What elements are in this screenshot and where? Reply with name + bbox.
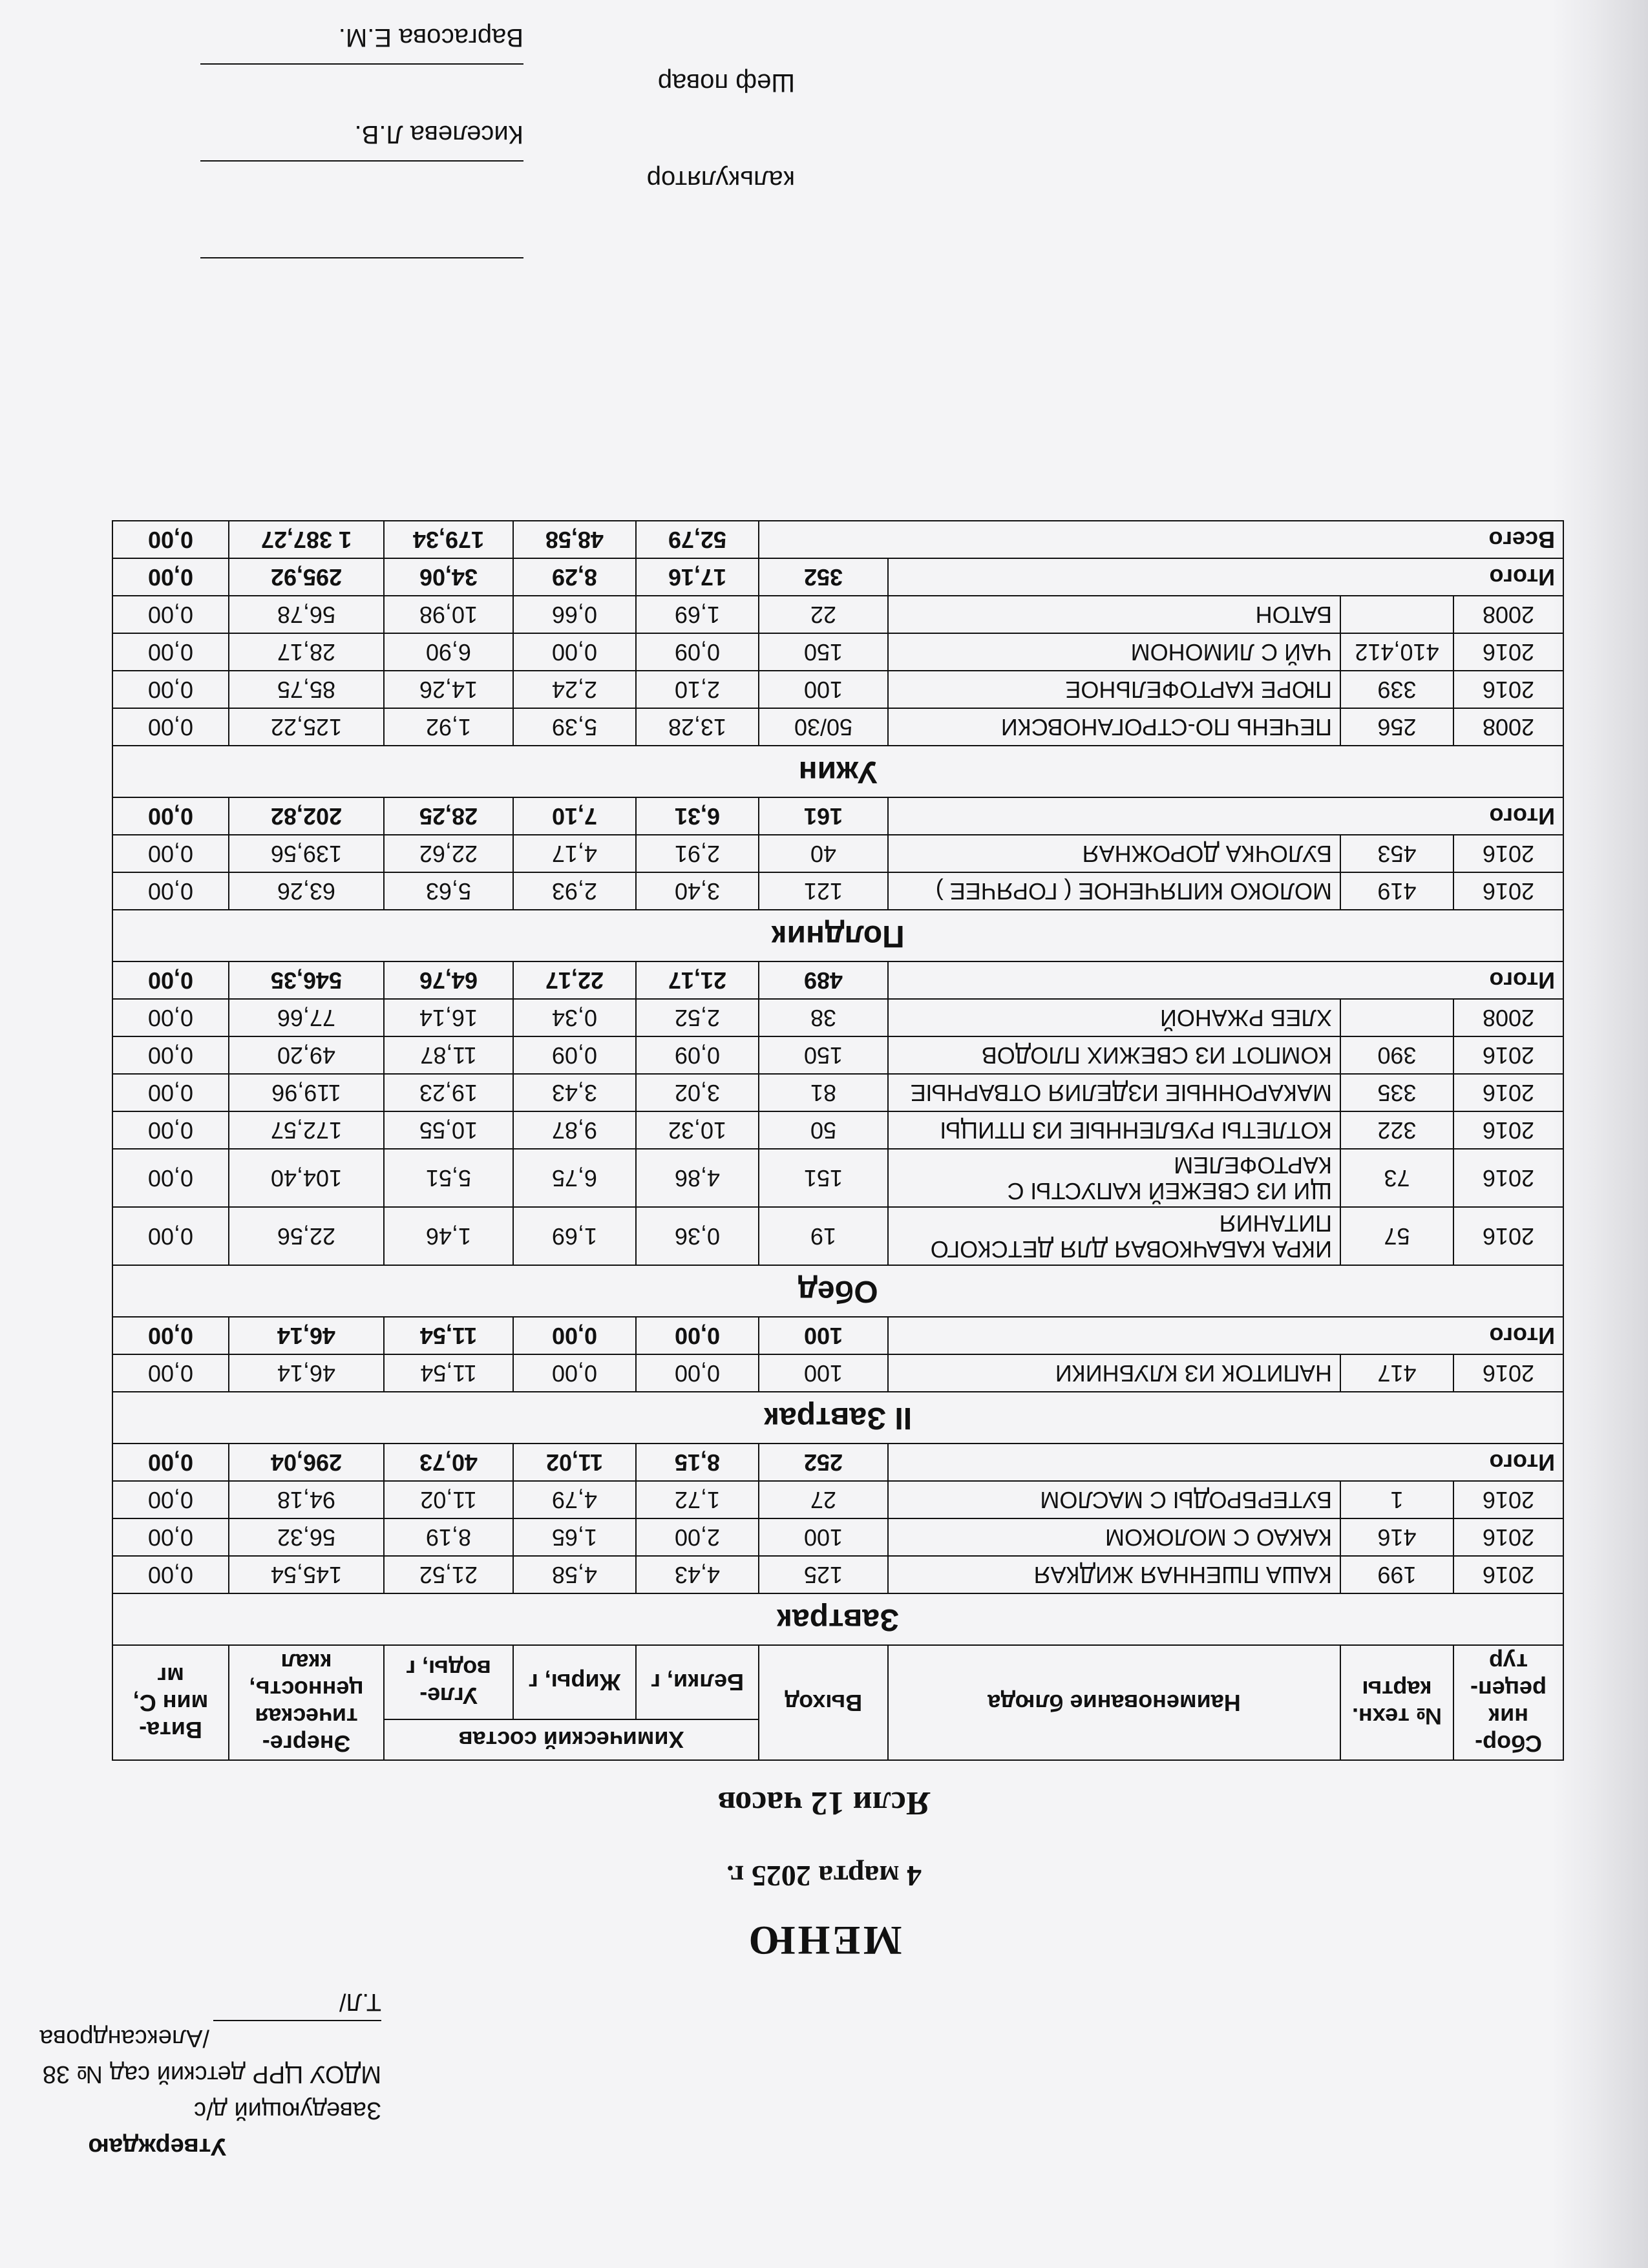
cell-protein: 6,31 [636, 797, 759, 835]
cell-vitamin: 0,00 [112, 999, 229, 1036]
cell-collection: 2016 [1453, 1518, 1563, 1556]
signature-blank [200, 257, 523, 291]
cell-vitamin: 0,00 [112, 596, 229, 633]
table-row [112, 1149, 1563, 1207]
cell-collection: 2008 [1453, 708, 1563, 746]
table-row [112, 999, 1563, 1036]
cell-protein: 3,40 [636, 872, 759, 910]
cell-dish-name: КОМПОТ ИЗ СВЕЖИХ ПЛОДОВ [888, 1036, 1340, 1074]
signature-calculator [149, 120, 795, 194]
cell-dish-name: МАКАРОННЫЕ ИЗДЕЛИЯ ОТВАРНЫЕ [888, 1074, 1340, 1111]
cell-card: 453 [1340, 835, 1453, 872]
cell-energy: 125,22 [229, 708, 384, 746]
cell-carbs: 10,98 [384, 596, 513, 633]
cell-collection: 2016 [1453, 1207, 1563, 1265]
cell-total-label: Итого [888, 1444, 1563, 1481]
cell-yield: 252 [759, 1444, 888, 1481]
cell-yield: 40 [759, 835, 888, 872]
cell-carbs: 22,62 [384, 835, 513, 872]
cell-energy: 22,56 [229, 1207, 384, 1265]
cell-energy: 296,04 [229, 1444, 384, 1481]
cell-yield: 38 [759, 999, 888, 1036]
cell-carbs: 10,55 [384, 1111, 513, 1149]
table-row [112, 835, 1563, 872]
cell-carbs: 28,25 [384, 797, 513, 835]
cell-dish-name: КОТЛЕТЫ РУБЛЕННЫЕ ИЗ ПТИЦЫ [888, 1111, 1340, 1149]
cell-collection: 2016 [1453, 1149, 1563, 1207]
cell-yield: 19 [759, 1207, 888, 1265]
cell-carbs: 11,87 [384, 1036, 513, 1074]
table-row [112, 1036, 1563, 1074]
cell-yield: 121 [759, 872, 888, 910]
cell-collection: 2016 [1453, 1036, 1563, 1074]
cell-total-label: Итого [888, 1317, 1563, 1354]
cell-dish-name: БУЛОЧКА ДОРОЖНАЯ [888, 835, 1340, 872]
cell-fat: 0,34 [513, 999, 636, 1036]
cell-carbs: 179,34 [384, 521, 513, 558]
cell-dish-name: НАПИТОК ИЗ КЛУБНИКИ [888, 1354, 1340, 1392]
approval-organization: МДОУ ЦРР детский сад № 38 [42, 2061, 381, 2088]
cell-carbs: 1,46 [384, 1207, 513, 1265]
cell-energy: 172,57 [229, 1111, 384, 1149]
cell-vitamin: 0,00 [112, 1354, 229, 1392]
table-row [112, 671, 1563, 708]
cell-card [1340, 596, 1453, 633]
cell-carbs: 8,19 [384, 1518, 513, 1556]
cell-card: 339 [1340, 671, 1453, 708]
cell-protein: 3,02 [636, 1074, 759, 1111]
cell-card: 416 [1340, 1518, 1453, 1556]
cell-dish-name: ИКРА КАБАЧКОВАЯ ДЛЯ ДЕТСКОГО ПИТАНИЯ [888, 1207, 1340, 1265]
cell-collection: 2016 [1453, 1556, 1563, 1593]
cell-yield: 22 [759, 596, 888, 633]
cell-card: 322 [1340, 1111, 1453, 1149]
cell-yield: 125 [759, 1556, 888, 1593]
cell-energy: 56,32 [229, 1518, 384, 1556]
cell-protein: 21,17 [636, 961, 759, 999]
cell-vitamin: 0,00 [112, 1036, 229, 1074]
total-row [112, 797, 1563, 835]
cell-collection: 2008 [1453, 596, 1563, 633]
approval-title: Утверждаю [88, 2133, 226, 2160]
cell-total-label: Итого [888, 961, 1563, 999]
cell-carbs: 11,54 [384, 1317, 513, 1354]
cell-fat: 5,39 [513, 708, 636, 746]
cell-fat: 8,29 [513, 558, 636, 596]
total-row [112, 1444, 1563, 1481]
cell-protein: 2,00 [636, 1518, 759, 1556]
col-yield: Выход [759, 1645, 888, 1760]
cell-vitamin: 0,00 [112, 1518, 229, 1556]
table-row [112, 1556, 1563, 1593]
cell-dish-name: БАТОН [888, 596, 1340, 633]
menu-date: 4 марта 2025 г. [726, 1860, 922, 1893]
cell-carbs: 5,63 [384, 872, 513, 910]
cell-yield: 489 [759, 961, 888, 999]
section-title: II Завтрак [112, 1392, 1563, 1444]
cell-vitamin: 0,00 [112, 872, 229, 910]
cell-fat: 22,17 [513, 961, 636, 999]
menu-group: Ясли 12 часов [717, 1785, 931, 1822]
cell-energy: 63,26 [229, 872, 384, 910]
cell-fat: 6,75 [513, 1149, 636, 1207]
cell-carbs: 1,92 [384, 708, 513, 746]
cell-card: 417 [1340, 1354, 1453, 1392]
cell-card: 335 [1340, 1074, 1453, 1111]
section-row [112, 910, 1563, 961]
cell-fat: 9,87 [513, 1111, 636, 1149]
cell-carbs: 16,14 [384, 999, 513, 1036]
cell-energy: 28,17 [229, 633, 384, 671]
cell-protein: 52,79 [636, 521, 759, 558]
section-row [112, 1265, 1563, 1317]
cell-dish-name: ХЛЕБ РЖАНОЙ [888, 999, 1340, 1036]
cell-dish-name: ЩИ ИЗ СВЕЖЕЙ КАПУСТЫ С КАРТОФЕЛЕМ [888, 1149, 1340, 1207]
cell-protein: 2,52 [636, 999, 759, 1036]
cell-carbs: 14,26 [384, 671, 513, 708]
cell-protein: 8,15 [636, 1444, 759, 1481]
cell-card: 390 [1340, 1036, 1453, 1074]
cell-dish-name: МОЛОКО КИПЯЧЕНОЕ ( ГОРЯЧЕЕ ) [888, 872, 1340, 910]
cell-protein: 0,09 [636, 1036, 759, 1074]
section-title: Обед [112, 1265, 1563, 1317]
col-protein: Белки, г [636, 1645, 759, 1719]
cell-vitamin: 0,00 [112, 1074, 229, 1111]
total-row [112, 1317, 1563, 1354]
cell-dish-name: ПЕЧЕНЬ ПО-СТРОГАНОВСКИ [888, 708, 1340, 746]
cell-dish-name: БУТЕРБРОДЫ С МАСЛОМ [888, 1481, 1340, 1518]
signature-person: Киселева Л.В. [354, 120, 523, 149]
cell-protein: 4,43 [636, 1556, 759, 1593]
cell-vitamin: 0,00 [112, 1444, 229, 1481]
cell-collection: 2016 [1453, 1354, 1563, 1392]
cell-collection: 2016 [1453, 1481, 1563, 1518]
cell-protein: 0,00 [636, 1317, 759, 1354]
cell-energy: 94,18 [229, 1481, 384, 1518]
page-title: МЕНЮ [746, 1918, 902, 1964]
cell-fat: 0,09 [513, 1036, 636, 1074]
cell-vitamin: 0,00 [112, 1556, 229, 1593]
col-collection: Сбор-ник рецеп-тур [1453, 1645, 1563, 1760]
table-header [112, 1645, 1563, 1760]
col-chem-group: Химический состав [384, 1719, 759, 1760]
table-row [112, 1518, 1563, 1556]
grand-total-row [112, 521, 1563, 558]
cell-collection: 2016 [1453, 633, 1563, 671]
approval-signer: /Александрова Т.Л/ [39, 1988, 381, 2052]
table-row [112, 1111, 1563, 1149]
cell-carbs: 21,52 [384, 1556, 513, 1593]
cell-fat: 7,10 [513, 797, 636, 835]
table-body [112, 521, 1563, 1645]
cell-card: 256 [1340, 708, 1453, 746]
cell-vitamin: 0,00 [112, 521, 229, 558]
cell-carbs: 6,90 [384, 633, 513, 671]
cell-carbs: 40,73 [384, 1444, 513, 1481]
cell-card: 57 [1340, 1207, 1453, 1265]
cell-protein: 1,69 [636, 596, 759, 633]
section-row [112, 1392, 1563, 1444]
cell-total-label: Итого [888, 797, 1563, 835]
cell-collection: 2016 [1453, 1111, 1563, 1149]
cell-protein: 0,09 [636, 633, 759, 671]
total-row [112, 558, 1563, 596]
cell-vitamin: 0,00 [112, 1481, 229, 1518]
cell-card: 73 [1340, 1149, 1453, 1207]
cell-carbs: 11,54 [384, 1354, 513, 1392]
cell-fat: 0,00 [513, 1317, 636, 1354]
signature-blank [200, 63, 523, 97]
cell-protein: 10,32 [636, 1111, 759, 1149]
cell-protein: 0,36 [636, 1207, 759, 1265]
cell-vitamin: 0,00 [112, 961, 229, 999]
cell-carbs: 5,51 [384, 1149, 513, 1207]
cell-energy: 46,14 [229, 1354, 384, 1392]
cell-total-label: Итого [888, 558, 1563, 596]
cell-vitamin: 0,00 [112, 835, 229, 872]
approval-block [19, 1984, 381, 2165]
section-title: Полдник [112, 910, 1563, 961]
signature-role: калькулятор [646, 165, 795, 194]
cell-energy: 49,20 [229, 1036, 384, 1074]
cell-fat: 4,17 [513, 835, 636, 872]
cell-fat: 4,58 [513, 1556, 636, 1593]
cell-vitamin: 0,00 [112, 797, 229, 835]
cell-card: 1 [1340, 1481, 1453, 1518]
cell-card: 419 [1340, 872, 1453, 910]
cell-collection: 2016 [1453, 671, 1563, 708]
cell-card: 410,412 [1340, 633, 1453, 671]
signature-blank [200, 160, 523, 194]
table-row [112, 708, 1563, 746]
cell-energy: 85,75 [229, 671, 384, 708]
cell-protein: 4,86 [636, 1149, 759, 1207]
cell-vitamin: 0,00 [112, 708, 229, 746]
col-energy: Энерге-тическая ценность, ккал [229, 1645, 384, 1760]
cell-card [1340, 999, 1453, 1036]
section-row [112, 1593, 1563, 1645]
cell-dish-name: ЧАЙ С ЛИМОНОМ [888, 633, 1340, 671]
cell-yield: 100 [759, 671, 888, 708]
cell-fat: 4,79 [513, 1481, 636, 1518]
approval-position: Заведующий д/с [194, 2097, 381, 2124]
table-row [112, 1074, 1563, 1111]
cell-fat: 1,65 [513, 1518, 636, 1556]
cell-vitamin: 0,00 [112, 1149, 229, 1207]
signature-blank [213, 2020, 381, 2047]
cell-yield: 100 [759, 1317, 888, 1354]
signature-extra [149, 252, 795, 291]
cell-fat: 1,69 [513, 1207, 636, 1265]
cell-protein: 2,91 [636, 835, 759, 872]
cell-energy: 546,35 [229, 961, 384, 999]
cell-vitamin: 0,00 [112, 1207, 229, 1265]
col-vitamin: Вита-мин С, мг [112, 1645, 229, 1760]
table-row [112, 1207, 1563, 1265]
cell-carbs: 19,23 [384, 1074, 513, 1111]
cell-yield: 161 [759, 797, 888, 835]
signature-person: Варгасова Е.М. [338, 23, 523, 52]
cell-protein: 1,72 [636, 1481, 759, 1518]
cell-carbs: 11,02 [384, 1481, 513, 1518]
cell-fat: 2,24 [513, 671, 636, 708]
cell-energy: 139,56 [229, 835, 384, 872]
cell-yield: 100 [759, 1354, 888, 1392]
cell-collection: 2016 [1453, 872, 1563, 910]
cell-protein: 0,00 [636, 1354, 759, 1392]
col-carbs: Угле-воды, г [384, 1645, 513, 1719]
cell-protein: 17,16 [636, 558, 759, 596]
cell-energy: 46,14 [229, 1317, 384, 1354]
col-name: Наименование блюда [888, 1645, 1340, 1760]
cell-vitamin: 0,00 [112, 1111, 229, 1149]
cell-energy: 295,92 [229, 558, 384, 596]
cell-energy: 1 387,27 [229, 521, 384, 558]
cell-fat: 48,58 [513, 521, 636, 558]
table-row [112, 1481, 1563, 1518]
menu-table [112, 520, 1564, 1761]
cell-vitamin: 0,00 [112, 671, 229, 708]
cell-protein: 2,10 [636, 671, 759, 708]
cell-dish-name: КАША ПШЕННАЯ ЖИДКАЯ [888, 1556, 1340, 1593]
cell-fat: 11,02 [513, 1444, 636, 1481]
total-row [112, 961, 1563, 999]
cell-yield: 151 [759, 1149, 888, 1207]
cell-yield: 150 [759, 633, 888, 671]
col-fat: Жиры, г [513, 1645, 636, 1719]
table-row [112, 596, 1563, 633]
cell-yield: 100 [759, 1518, 888, 1556]
table-row [112, 1354, 1563, 1392]
cell-yield: 352 [759, 558, 888, 596]
cell-carbs: 64,76 [384, 961, 513, 999]
cell-collection: 2016 [1453, 835, 1563, 872]
cell-grand-total-label: Всего [759, 521, 1563, 558]
cell-dish-name: КАКАО С МОЛОКОМ [888, 1518, 1340, 1556]
cell-yield: 81 [759, 1074, 888, 1111]
cell-carbs: 34,06 [384, 558, 513, 596]
signature-role: Шеф повар [657, 68, 795, 97]
table-row [112, 872, 1563, 910]
section-title: Завтрак [112, 1593, 1563, 1645]
cell-fat: 0,00 [513, 633, 636, 671]
cell-yield: 27 [759, 1481, 888, 1518]
table-row [112, 633, 1563, 671]
cell-yield: 50 [759, 1111, 888, 1149]
cell-energy: 202,82 [229, 797, 384, 835]
cell-fat: 3,43 [513, 1074, 636, 1111]
cell-vitamin: 0,00 [112, 1317, 229, 1354]
col-card: № техн. карты [1340, 1645, 1453, 1760]
cell-yield: 50/30 [759, 708, 888, 746]
cell-fat: 0,00 [513, 1354, 636, 1392]
approval-signature-line [19, 1984, 381, 2056]
cell-energy: 119,96 [229, 1074, 384, 1111]
cell-energy: 56,78 [229, 596, 384, 633]
section-title: Ужин [112, 746, 1563, 797]
section-row [112, 746, 1563, 797]
cell-collection: 2008 [1453, 999, 1563, 1036]
cell-energy: 77,66 [229, 999, 384, 1036]
signature-chef [149, 23, 795, 97]
cell-fat: 2,93 [513, 872, 636, 910]
cell-vitamin: 0,00 [112, 558, 229, 596]
cell-collection: 2016 [1453, 1074, 1563, 1111]
cell-vitamin: 0,00 [112, 633, 229, 671]
cell-dish-name: ПЮРЕ КАРТОФЕЛЬНОЕ [888, 671, 1340, 708]
cell-protein: 13,28 [636, 708, 759, 746]
cell-card: 199 [1340, 1556, 1453, 1593]
cell-yield: 150 [759, 1036, 888, 1074]
cell-energy: 104,40 [229, 1149, 384, 1207]
cell-energy: 145,54 [229, 1556, 384, 1593]
cell-fat: 0,66 [513, 596, 636, 633]
